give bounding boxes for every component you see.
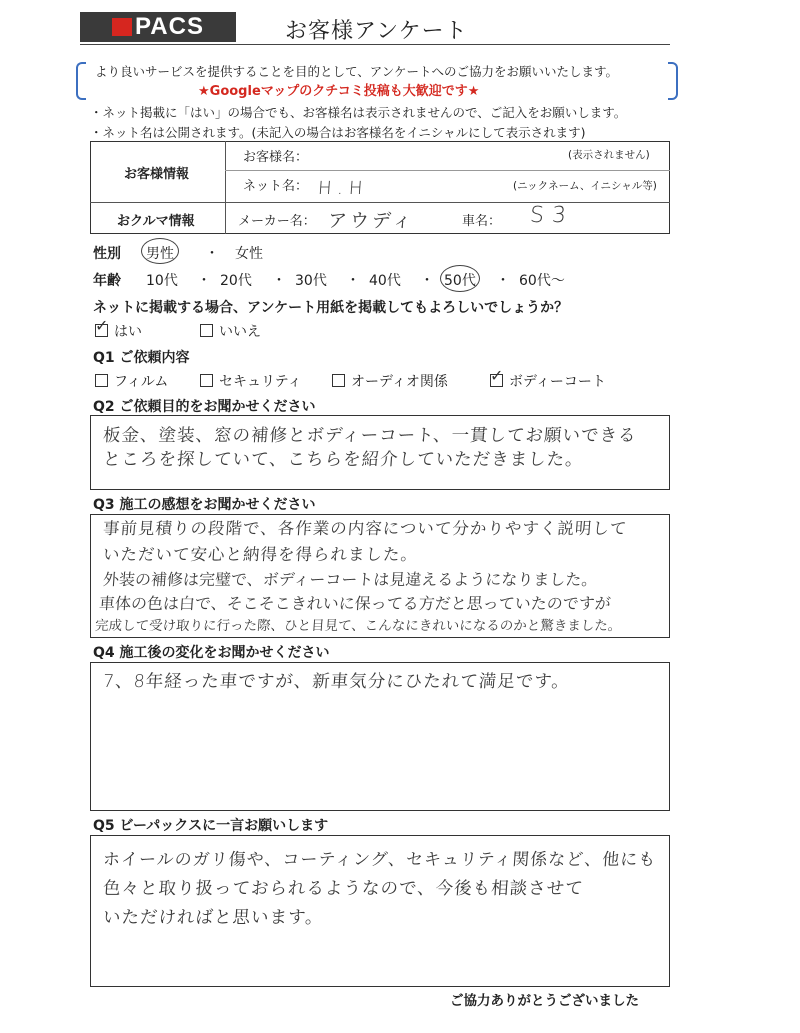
- q2-answer-line-1: 板金、塗装、窓の補修とボディーコート、一貫してお願いできる: [102, 426, 638, 446]
- q5-answer-line-1: ホイールのガリ傷や、コーティング、セキュリティ関係など、他にも: [102, 850, 657, 870]
- customer-name-label: お客様名：: [243, 150, 309, 165]
- age-separator: ・: [272, 273, 286, 289]
- q1-bodycoat-checkbox[interactable]: [490, 374, 503, 387]
- age-separator: ・: [197, 273, 211, 289]
- age-option-30s[interactable]: 30代: [295, 273, 327, 289]
- q3-answer-line-4: 車体の色は白で、そこそこきれいに保ってる方だと思っていたのですが: [98, 594, 612, 613]
- age-option-40s[interactable]: 40代: [369, 273, 401, 289]
- info-table-divider: [225, 141, 226, 234]
- intro-bracket-right: [668, 62, 678, 100]
- publish-yes-option[interactable]: [95, 321, 142, 341]
- q1-option-bodycoat[interactable]: [490, 371, 606, 391]
- q2-label: Q2 ご依頼目的をお聞かせください: [93, 399, 316, 415]
- logo-text: PACS: [135, 13, 204, 40]
- gender-option-male[interactable]: 男性: [146, 246, 174, 262]
- q2-answer-line-2: ところを探していて、こちらを紹介していただきました。: [102, 450, 585, 470]
- intro-bracket-left: [76, 62, 86, 100]
- q3-answer-line-1: 事前見積りの段階で、各作業の内容について分かりやすく説明して: [102, 519, 629, 538]
- publish-yes-checkbox[interactable]: [95, 324, 108, 337]
- age-option-50s[interactable]: 50代: [444, 273, 476, 289]
- intro-note-1: ・ネット掲載に「はい」の場合でも、お客様名は表示されませんので、ご記入をお願いします。: [90, 105, 627, 120]
- google-review-banner: ★Googleマップのクチコミ投稿も大歓迎です★: [198, 84, 480, 99]
- logo-mark-icon: [112, 18, 132, 36]
- intro-note-2: ・ネット名は公開されます。(未記入の場合はお客様名をイニシャルにして表示されます): [90, 125, 586, 140]
- car-name-value: S3: [529, 203, 575, 228]
- q4-label: Q4 施工後の変化をお聞かせください: [93, 645, 330, 661]
- q1-security-checkbox[interactable]: [200, 374, 213, 387]
- q1-audio-label: オーディオ関係: [351, 374, 448, 390]
- q1-audio-checkbox[interactable]: [332, 374, 345, 387]
- net-name-value: H.H: [317, 178, 370, 199]
- title-underline: [80, 44, 670, 45]
- age-option-10s[interactable]: 10代: [146, 273, 178, 289]
- q3-answer-line-5: 完成して受け取りに行った際、ひと目見て、こんなにきれいになるのかと驚きました。: [94, 618, 622, 634]
- q3-answer-line-2: いただいて安心と納得を得られました。: [102, 545, 419, 564]
- age-separator: ・: [420, 273, 434, 289]
- publish-yes-label: はい: [114, 324, 142, 340]
- gender-label: 性別: [93, 246, 121, 262]
- info-table-inner-divider: [225, 170, 670, 171]
- gender-separator: ・: [205, 246, 219, 262]
- bpacs-logo: [80, 12, 236, 42]
- q4-answer-line-1: 7、8年経った車ですが、新車気分にひたれて満足です。: [102, 672, 571, 692]
- age-label: 年齢: [93, 273, 121, 289]
- car-name-label: 車名：: [462, 214, 502, 229]
- q1-bodycoat-label: ボディーコート: [509, 374, 606, 390]
- intro-line: より良いサービスを提供することを目的として、アンケートへのご協力をお願いいたします。: [95, 64, 619, 79]
- q1-security-label: セキュリティ: [219, 374, 302, 390]
- q5-answer-line-2: 色々と取り扱っておられるようなので、今後も相談させて: [102, 879, 585, 899]
- info-table-row-divider: [90, 202, 670, 203]
- q1-film-checkbox[interactable]: [95, 374, 108, 387]
- publish-no-checkbox[interactable]: [200, 324, 213, 337]
- q1-option-audio[interactable]: [332, 371, 448, 391]
- customer-name-note: (表示されません): [568, 149, 650, 161]
- q3-label: Q3 施工の感想をお聞かせください: [93, 497, 316, 513]
- q1-option-film[interactable]: [95, 371, 168, 391]
- publish-question: ネットに掲載する場合、アンケート用紙を掲載してもよろしいでしょうか？: [93, 300, 569, 316]
- age-selected-circle: [440, 265, 480, 292]
- page-title: お客様アンケート: [285, 19, 468, 44]
- q1-film-label: フィルム: [114, 374, 169, 390]
- net-name-label: ネット名：: [243, 179, 309, 194]
- age-separator: ・: [346, 273, 360, 289]
- publish-no-option[interactable]: [200, 321, 261, 341]
- age-option-60s[interactable]: 60代～: [519, 273, 565, 289]
- car-info-label: おクルマ情報: [117, 214, 195, 229]
- q1-option-security[interactable]: [200, 371, 302, 391]
- age-option-20s[interactable]: 20代: [220, 273, 252, 289]
- maker-value: アウディ: [327, 210, 416, 232]
- gender-selected-circle: [141, 238, 179, 264]
- q3-answer-line-3: 外装の補修は完璧で、ボディーコートは見違えるようになりました。: [102, 570, 599, 589]
- net-name-note: (ニックネーム、イニシャル等): [513, 180, 657, 192]
- q5-label: Q5 ビーパックスに一言お願いします: [93, 818, 329, 834]
- footer-thanks: ご協力ありがとうございました: [450, 993, 639, 1009]
- gender-option-female[interactable]: 女性: [235, 246, 263, 262]
- age-separator: ・: [496, 273, 510, 289]
- maker-label: メーカー名：: [238, 214, 316, 229]
- q1-label: Q1 ご依頼内容: [93, 350, 190, 366]
- customer-info-label: お客様情報: [124, 167, 190, 182]
- q5-answer-line-3: いただければと思います。: [102, 908, 325, 928]
- publish-no-label: いいえ: [219, 324, 261, 340]
